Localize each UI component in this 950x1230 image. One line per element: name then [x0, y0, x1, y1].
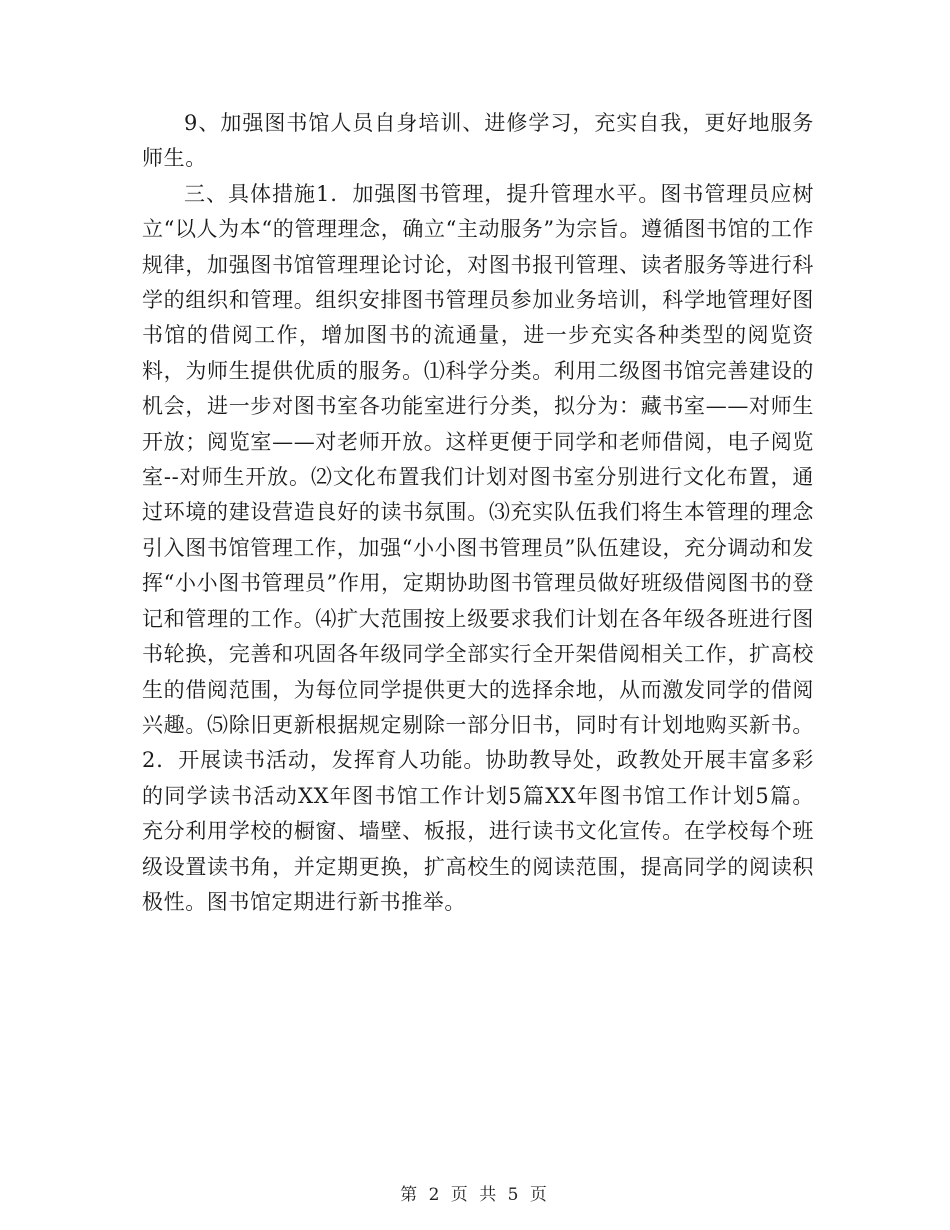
paragraph-training: 9、加强图书馆人员自身培训、进修学习，充实自我，更好地服务师生。	[142, 111, 814, 171]
page-number-footer: 第 2 页 共 5 页	[400, 1185, 550, 1205]
document-body	[142, 106, 814, 920]
paragraph-measures: 三、具体措施1．加强图书管理，提升管理水平。图书管理员应树立“以人为本“的管理理念，确立“主动服务”为宗旨。遵循图书馆的工作规律，加强图书馆管理理论讨论，对图书报刊管理、读者服务等进行科学的组织和管理。组织安排图书管理员参加业务培训，科学地管理好图书馆的借阅工作，增加图书的流通量，进一步充实各种类型的阅览资料，为师生提供优质的服务。⑴科学分类。利用二级图书馆完善建设的机会，进一步对图书室各功能室进行分类，拟分为：藏书室——对师生开放；阅览室——对老师开放。这样更便于同学和老师借阅，电子阅览室--对师生开放。⑵文化布置我们计划对图书室分别进行文化布置，通过环境的建设营造良好的读书氛围。⑶充实队伍我们将生本管理的理念引入图书馆管理工作，加强“小小图书管理员”队伍建设，充分调动和发挥“小小图书管理员”作用，定期协助图书管理员做好班级借阅图书的登记和管理的工作。⑷扩大范围按上级要求我们计划在各年级各班进行图书轮换，完善和巩固各年级同学全部实行全开架借阅相关工作，扩高校生的借阅范围，为每位同学提供更大的选择余地，从而激发同学的借阅兴趣。⑸除旧更新根据规定剔除一部分旧书，同时有计划地购买新书。2．开展读书活动，发挥育人功能。协助教导处，政教处开展丰富多彩的同学读书活动XX年图书馆工作计划5篇XX年图书馆工作计划5篇。充分利用学校的橱窗、墙壁、板报，进行读书文化宣传。在学校每个班级设置读书角，并定期更换，扩高校生的阅读范围，提高同学的阅读积极性。图书馆定期进行新书推举。	[142, 181, 814, 914]
